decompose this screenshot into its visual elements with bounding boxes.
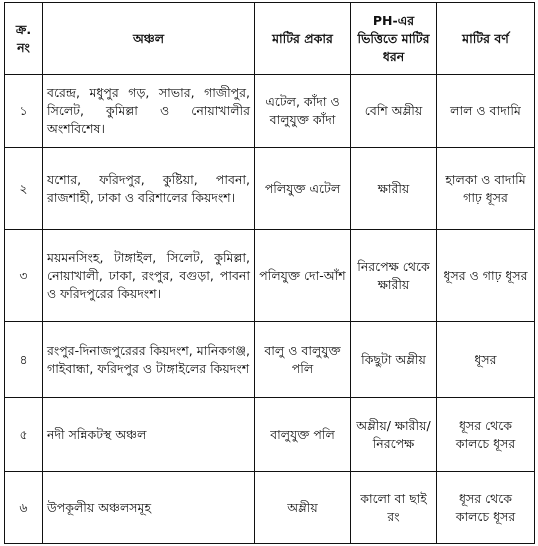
cell-region: যশোর, ফরিদপুর, কুষ্টিয়া, পাবনা, রাজশাহী, ঢাকা ও বরিশালের কিয়দংশ। bbox=[43, 148, 255, 230]
cell-serial: ৫ bbox=[5, 398, 43, 472]
cell-soil-type: পলিযুক্ত এটেল bbox=[255, 148, 351, 230]
cell-soil-color: ধূসর bbox=[437, 322, 535, 398]
table-header-row bbox=[5, 3, 535, 75]
cell-region: ময়মনসিংহ, টাঙ্গাইল, সিলেট, কুমিল্লা, নোয়াখালী, ঢাকা, রংপুর, বগুড়া, পাবনা ও ফরিদপুরের কিয়দংশ। bbox=[43, 230, 255, 322]
header-soil-type: মাটির প্রকার bbox=[255, 3, 351, 75]
document-page bbox=[4, 2, 535, 544]
cell-soil-color: হালকা ও বাদামি গাঢ় ধূসর bbox=[437, 148, 535, 230]
cell-ph-type: নিরপেক্ষ থেকে ক্ষারীয় bbox=[351, 230, 437, 322]
cell-soil-type: পলিযুক্ত দো-আঁশ bbox=[255, 230, 351, 322]
cell-ph-type: কালো বা ছাই রং bbox=[351, 472, 437, 544]
cell-serial: ২ bbox=[5, 148, 43, 230]
cell-region: রংপুর-দিনাজপুরেরর কিয়দংশ, মানিকগঞ্জ, গাইবান্ধা, ফরিদপুর ও টাঙ্গাইলের কিয়দংশ bbox=[43, 322, 255, 398]
table-row bbox=[5, 230, 535, 322]
cell-ph-type: বেশি অম্লীয় bbox=[351, 75, 437, 148]
cell-soil-color: লাল ও বাদামি bbox=[437, 75, 535, 148]
header-ph-type: PH-এর ভিত্তিতে মাটির ধরন bbox=[351, 3, 437, 75]
cell-soil-type: এটেল, কাঁদা ও বালুযুক্ত কাঁদা bbox=[255, 75, 351, 148]
cell-soil-color: ধূসর ও গাঢ় ধূসর bbox=[437, 230, 535, 322]
table-row bbox=[5, 322, 535, 398]
cell-ph-type: ক্ষারীয় bbox=[351, 148, 437, 230]
cell-soil-color: ধূসর থেকে কালচে ধূসর bbox=[437, 398, 535, 472]
table-row bbox=[5, 398, 535, 472]
cell-ph-type: কিছুটা অম্লীয় bbox=[351, 322, 437, 398]
cell-serial: ৩ bbox=[5, 230, 43, 322]
cell-region: উপকূলীয় অঞ্চলসমূহ bbox=[43, 472, 255, 544]
cell-serial: ৪ bbox=[5, 322, 43, 398]
cell-soil-color: ধূসর থেকে কালচে ধূসর bbox=[437, 472, 535, 544]
cell-serial: ৬ bbox=[5, 472, 43, 544]
table-row bbox=[5, 75, 535, 148]
soil-table bbox=[4, 2, 535, 544]
table-row bbox=[5, 148, 535, 230]
cell-soil-type: বালু ও বালুযুক্ত পলি bbox=[255, 322, 351, 398]
cell-region: বরেন্দ্র, মধুপুর গড়, সাভার, গাজীপুর, সিলেট, কুমিল্লা ও নোয়াখালীর অংশবিশেষ। bbox=[43, 75, 255, 148]
cell-soil-type: বালুযুক্ত পলি bbox=[255, 398, 351, 472]
header-region: অঞ্চল bbox=[43, 3, 255, 75]
cell-serial: ১ bbox=[5, 75, 43, 148]
cell-soil-type: অম্লীয় bbox=[255, 472, 351, 544]
cell-ph-type: অম্লীয়/ ক্ষারীয়/ নিরপেক্ষ bbox=[351, 398, 437, 472]
header-soil-color: মাটির বর্ণ bbox=[437, 3, 535, 75]
table-row bbox=[5, 472, 535, 544]
cell-region: নদী সন্নিকটস্থ অঞ্চল bbox=[43, 398, 255, 472]
header-serial: ক্র. নং bbox=[5, 3, 43, 75]
